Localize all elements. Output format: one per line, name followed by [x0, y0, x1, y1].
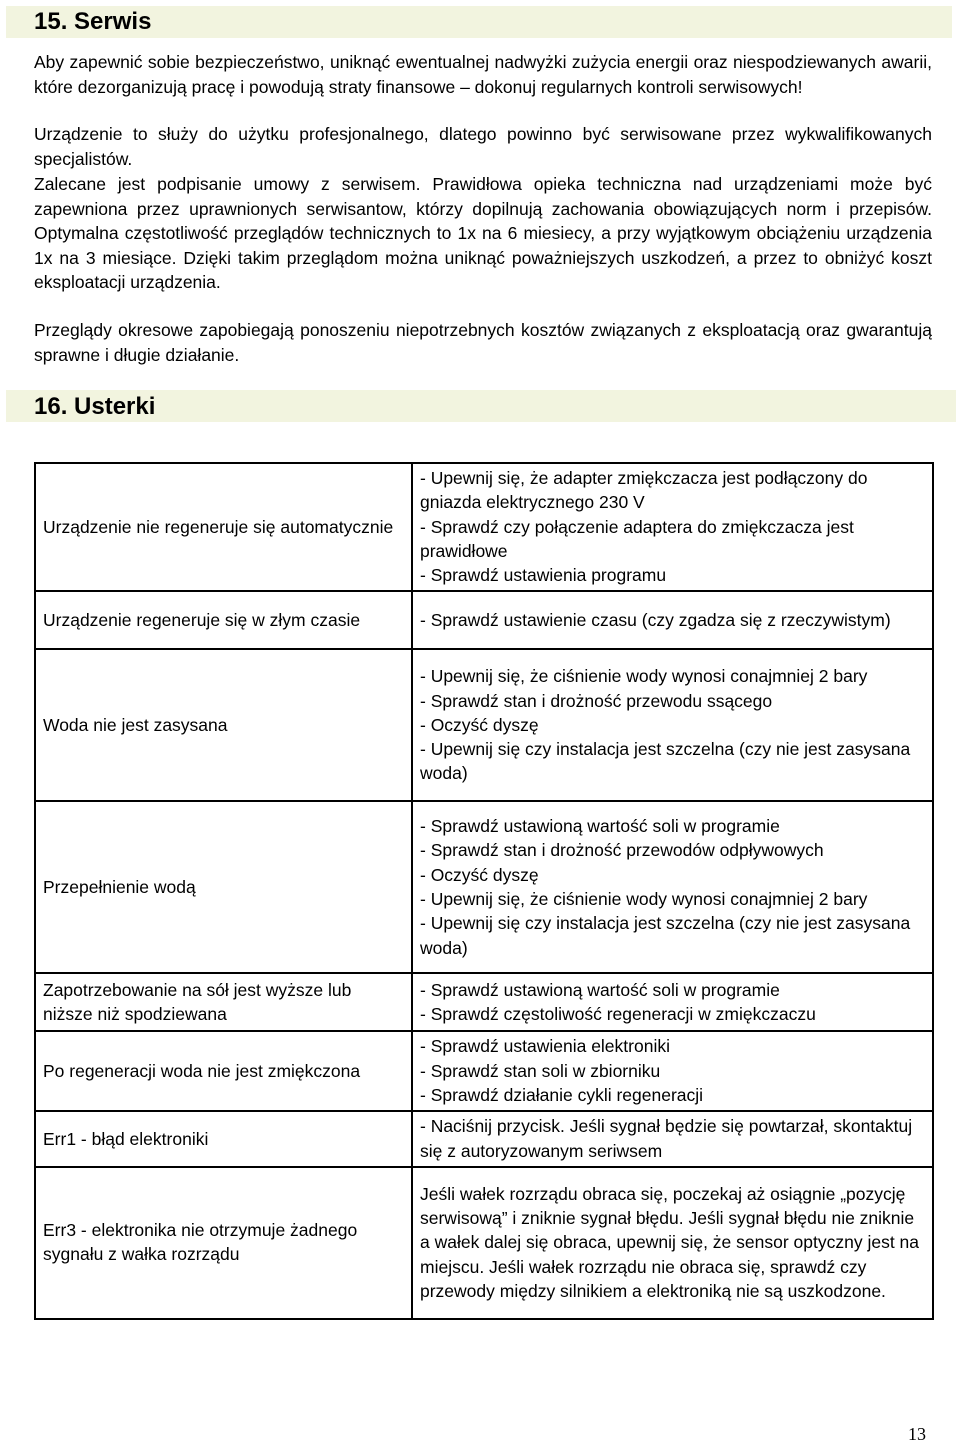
solution-step: Jeśli wałek rozrządu obraca się, poczekaj aż osiągnie „pozycję serwisową” i zniknie sygnał błędu. Jeśli sygnał błędu nie zniknie a wałek dalej się obraca, upewnij się, że sensor optyczny jest na miejscu. Jeśli wałek rozrządu nie obraca się, sprawdź czy przewody między silnikiem a elektroniką nie są uszkodzone. — [420, 1183, 920, 1301]
solution-step: - Sprawdź ustawienie czasu (czy zgadza się z rzeczywistym) — [420, 609, 891, 630]
fault-solution — [412, 801, 933, 973]
service-paragraph-4: Przeglądy okresowe zapobiegają ponoszeniu niepotrzebnych kosztów związanych z eksploatacją oraz gwarantują sprawne i długie działanie. — [34, 320, 932, 365]
service-paragraph-2: Urządzenie to służy do użytku profesjonalnego, dlatego powinno być serwisowane przez wykwalifikowanych specjalistów. — [34, 124, 932, 169]
fault-solution — [412, 1031, 933, 1111]
fault-solution — [412, 463, 933, 591]
fault-solution — [412, 973, 933, 1031]
table-row — [35, 1167, 933, 1319]
fault-problem: Po regeneracji woda nie jest zmiękczona — [35, 1031, 412, 1111]
fault-problem: Err1 - błąd elektroniki — [35, 1111, 412, 1167]
solution-step: - Sprawdź ustawioną wartość soli w programie — [420, 816, 780, 837]
fault-problem: Zapotrzebowanie na sół jest wyższe lub niższe niż spodziewana — [35, 973, 412, 1031]
faults-table — [34, 462, 934, 1320]
solution-step: - Sprawdź ustawioną wartość soli w programie — [420, 979, 780, 1000]
solution-step: - Sprawdź ustawienia elektroniki — [420, 1036, 670, 1057]
solution-step: - Sprawdź stan i drożność przewodów odpływowych — [420, 840, 824, 861]
service-paragraph-3: Zalecane jest podpisanie umowy z serwisem. Prawidłowa opieka techniczna nad urządzeniami może być zapewniona przez uprawnionych serwisantow, którzy dopilnują zachowania obowiązujących norm i przepisów. Optymalna częstotliwość przeglądów technicznych to 1x na 6 miesiecy, a przy wyjątkowym obciążeniu urządzenia 1x na 3 miesiące. Dzięki takim przeglądom można uniknąć poważniejszych uszkodzeń, a przez to obniżyć koszt eksploatacji urządzenia. — [34, 174, 932, 292]
solution-step: - Upewnij się czy instalacja jest szczelna (czy nie jest zasysana woda) — [420, 739, 911, 784]
solution-step: - Naciśnij przycisk. Jeśli sygnał będzie się powtarzał, skontaktuj się z autoryzowanym seriwsem — [420, 1116, 913, 1161]
solution-step: - Upewnij się, że ciśnienie wody wynosi conajmniej 2 bary — [420, 888, 868, 909]
table-row — [35, 1111, 933, 1167]
table-row — [35, 591, 933, 649]
table-row — [35, 1031, 933, 1111]
solution-step: - Sprawdź stan i drożność przewodu ssącego — [420, 690, 773, 711]
fault-solution — [412, 1111, 933, 1167]
fault-problem: Err3 - elektronika nie otrzymuje żadnego sygnału z wałka rozrządu — [35, 1167, 412, 1319]
table-row — [35, 973, 933, 1031]
table-row — [35, 801, 933, 973]
fault-solution — [412, 649, 933, 801]
section-15-heading: 15. Serwis — [6, 6, 952, 38]
fault-solution — [412, 1167, 933, 1319]
service-paragraph-1: Aby zapewnić sobie bezpieczeństwo, uniknąć ewentualnej nadwyżki zużycia energii oraz niespodziewanych awarii, które dezorganizują pracę i powodują straty finansowe – dokonuj regularnych kontroli serwisowych! — [34, 52, 932, 97]
section-16-heading: 16. Usterki — [6, 390, 956, 422]
fault-problem: Urządzenie nie regeneruje się automatycznie — [35, 463, 412, 591]
solution-step: - Upewnij się, że adapter zmiękczacza jest podłączony do gniazda elektrycznego 230 V — [420, 468, 868, 513]
solution-step: - Oczyść dyszę — [420, 864, 539, 885]
page-number: 13 — [908, 1424, 926, 1444]
solution-step: - Sprawdź ustawienia programu — [420, 565, 667, 586]
solution-step: - Sprawdź stan soli w zbiorniku — [420, 1060, 661, 1081]
table-row — [35, 463, 933, 591]
solution-step: - Oczyść dyszę — [420, 714, 539, 735]
fault-problem: Woda nie jest zasysana — [35, 649, 412, 801]
fault-solution — [412, 591, 933, 649]
solution-step: - Upewnij się, że ciśnienie wody wynosi conajmniej 2 bary — [420, 666, 868, 687]
fault-problem: Przepełnienie wodą — [35, 801, 412, 973]
fault-problem: Urządzenie regeneruje się w złym czasie — [35, 591, 412, 649]
solution-step: - Upewnij się czy instalacja jest szczelna (czy nie jest zasysana woda) — [420, 913, 911, 958]
solution-step: - Sprawdź działanie cykli regeneracji — [420, 1085, 704, 1106]
solution-step: - Sprawdź częstoliwość regeneracji w zmiękczaczu — [420, 1003, 816, 1024]
table-row — [35, 649, 933, 801]
solution-step: - Sprawdź czy połączenie adaptera do zmiękczacza jest prawidłowe — [420, 516, 854, 561]
